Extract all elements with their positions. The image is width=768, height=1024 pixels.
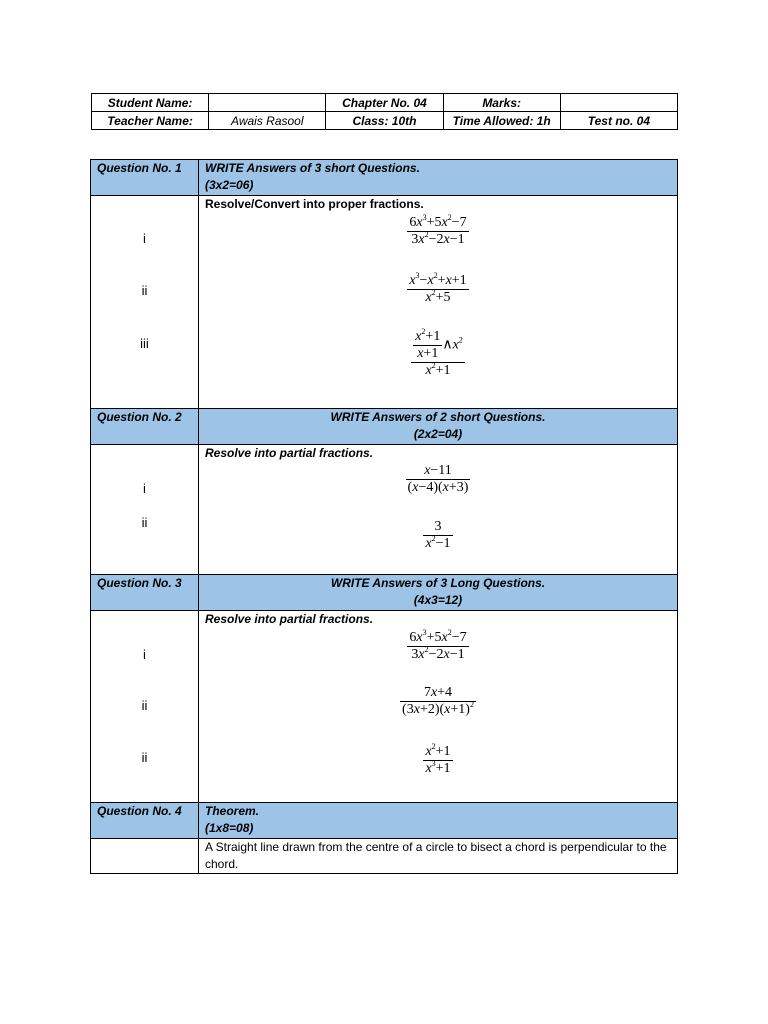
header-table <box>91 93 678 130</box>
question-3-title-cell <box>199 575 678 611</box>
question-4-statement: A Straight line drawn from the centre of a circle to bisect a chord is perpendicular to the chord. <box>199 839 678 874</box>
teacher-name-value: Awais Rasool <box>209 112 326 130</box>
q2-expression-i: $\frac{x-11}{(x-4)(x+3)}$ <box>407 463 469 495</box>
question-4-title-cell <box>199 803 678 839</box>
student-name-value[interactable] <box>209 94 326 112</box>
q2-part-label: i <box>143 481 146 496</box>
question-1-label: Question No. 1 <box>91 160 199 196</box>
q1-part-label: iii <box>140 336 149 351</box>
q3-expression-ii: $\frac{7x+4}{(3x+2)(x+1)^2}$ <box>402 685 474 717</box>
question-2-parts <box>91 445 199 575</box>
q1-expression-iii: $\frac{x^2+1}{x+1}$ $\wedge x^2$ $x^2+1$ <box>199 329 677 379</box>
question-1-parts <box>91 196 199 409</box>
question-4-body <box>91 839 678 874</box>
question-3-title: WRITE Answers of 3 Long Questions. <box>330 576 546 590</box>
q1-expression-i: $\frac{6x^3+5x^2-7}{3x^2-2x-1}$ <box>409 213 467 247</box>
chapter-label: Chapter No. 04 <box>326 94 443 112</box>
q2-part-label: ii <box>141 515 148 530</box>
question-2-marks: (2x2=04) <box>413 427 463 441</box>
question-1-title-cell <box>199 160 678 196</box>
q3-part-label: ii <box>141 750 148 765</box>
question-3-marks: (4x3=12) <box>413 593 463 607</box>
marks-value[interactable] <box>560 94 677 112</box>
q3-part-label: ii <box>141 698 148 713</box>
question-1-instruction: Resolve/Convert into proper fractions. <box>205 197 424 211</box>
questions-table <box>90 159 678 874</box>
q1-part-label: i <box>143 231 146 246</box>
question-3-header <box>91 575 678 611</box>
question-2-title-cell <box>199 409 678 445</box>
question-4-marks: (1x8=08) <box>205 821 254 835</box>
question-1-content <box>199 196 678 409</box>
student-name-label: Student Name: <box>92 94 209 112</box>
question-4-header <box>91 803 678 839</box>
question-2-title: WRITE Answers of 2 short Questions. <box>330 410 546 424</box>
q1-expression-ii: $\frac{x^3-x^2+x+1}{x^2+5}$ <box>409 271 467 305</box>
question-1-body <box>91 196 678 409</box>
time-allowed-label: Time Allowed: 1h <box>443 112 560 130</box>
question-3-instruction: Resolve into partial fractions. <box>205 612 374 626</box>
marks-label: Marks: <box>443 94 560 112</box>
q2-expression-ii: $\frac{3}{x^2-1}$ <box>425 519 451 551</box>
question-2-instruction: Resolve into partial fractions. <box>205 446 374 460</box>
question-3-label: Question No. 3 <box>91 575 199 611</box>
question-1-title: WRITE Answers of 3 short Questions. <box>205 161 420 175</box>
question-3-body <box>91 611 678 803</box>
teacher-name-label: Teacher Name: <box>92 112 209 130</box>
question-1-header <box>91 160 678 196</box>
question-1-marks: (3x2=06) <box>205 178 254 192</box>
question-4-title: Theorem. <box>205 804 260 818</box>
question-2-header <box>91 409 678 445</box>
class-label: Class: 10th <box>326 112 443 130</box>
question-4-label: Question No. 4 <box>91 803 199 839</box>
question-3-content <box>199 611 678 803</box>
question-2-content <box>199 445 678 575</box>
q3-part-label: i <box>143 647 146 662</box>
q1-part-label: ii <box>141 283 148 298</box>
question-2-body <box>91 445 678 575</box>
question-2-label: Question No. 2 <box>91 409 199 445</box>
test-no-label: Test no. 04 <box>560 112 677 130</box>
question-4-empty-cell <box>91 839 199 874</box>
q3-expression-iii: $\frac{x^2+1}{x^3+1}$ <box>425 742 451 776</box>
question-3-parts <box>91 611 199 803</box>
q3-expression-i: $\frac{6x^3+5x^2-7}{3x^2-2x-1}$ <box>409 628 467 662</box>
